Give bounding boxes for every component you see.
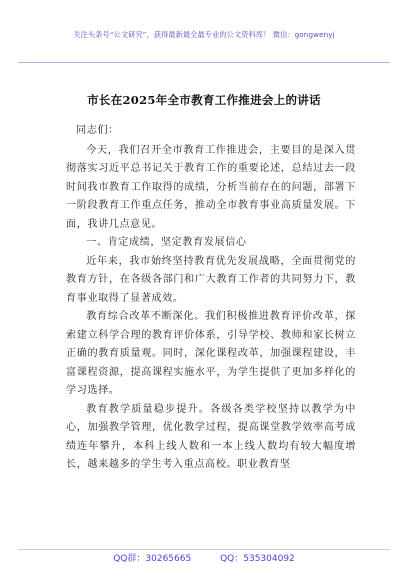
header-banner-text: 关注头条号“公文研究”，获得最新最全最专业的公文资料库！ 微信：gongwenyj: [73, 30, 335, 39]
paragraph: 教育教学质量稳步提升。各级各类学校坚持以教学为中心，加强教学管理，优化教学过程，提高课堂教学效率高考成绩连年攀升，本科上线人数和一本上线人数均有较大幅度增长，越来越多的学生考入重点高校。职业教育坚: [66, 403, 356, 470]
salutation: 同志们：: [76, 125, 119, 136]
paragraph: 教育综合改革不断深化。我们积极推进教育评价改革，探索建立科学合理的教育评价体系，引导学校、教师和家长树立正确的教育质量观。同时，深化课程改革，加强课程建设，丰富课程资源，提高课程实施水平，为学生提供了更加多样化的学习选择。: [66, 311, 356, 396]
footer-qq-group: QQ群：30265665: [113, 554, 192, 564]
document-body: [66, 122, 356, 475]
paragraph: 近年来，我市始终坚持教育优先发展战略，全面贯彻党的教育方针，在各级各部门和广大教育工作者的共同努力下，教育事业取得了显著成效。: [66, 255, 356, 304]
header-banner: [0, 0, 408, 70]
footer-divider: [18, 549, 390, 550]
section-heading: 一、肯定成绩，坚定教育发展信心: [86, 237, 247, 248]
document-title: 市长在2025年全市教育工作推进会上的讲话: [87, 93, 321, 107]
paragraph: 今天，我们召开全市教育工作推进会，主要目的是深入贯彻落实习近平总书记关于教育工作的重要论述，总结过去一段时间我市教育工作取得的成绩，分析当前存在的问题，部署下一阶段教育工作重点任务，推动全市教育事业高质量发展。下面，我讲几点意见。: [66, 144, 356, 230]
footer-qq-contact: QQ：535304092: [220, 554, 295, 564]
footer: [0, 551, 408, 564]
header-divider: [18, 62, 390, 63]
